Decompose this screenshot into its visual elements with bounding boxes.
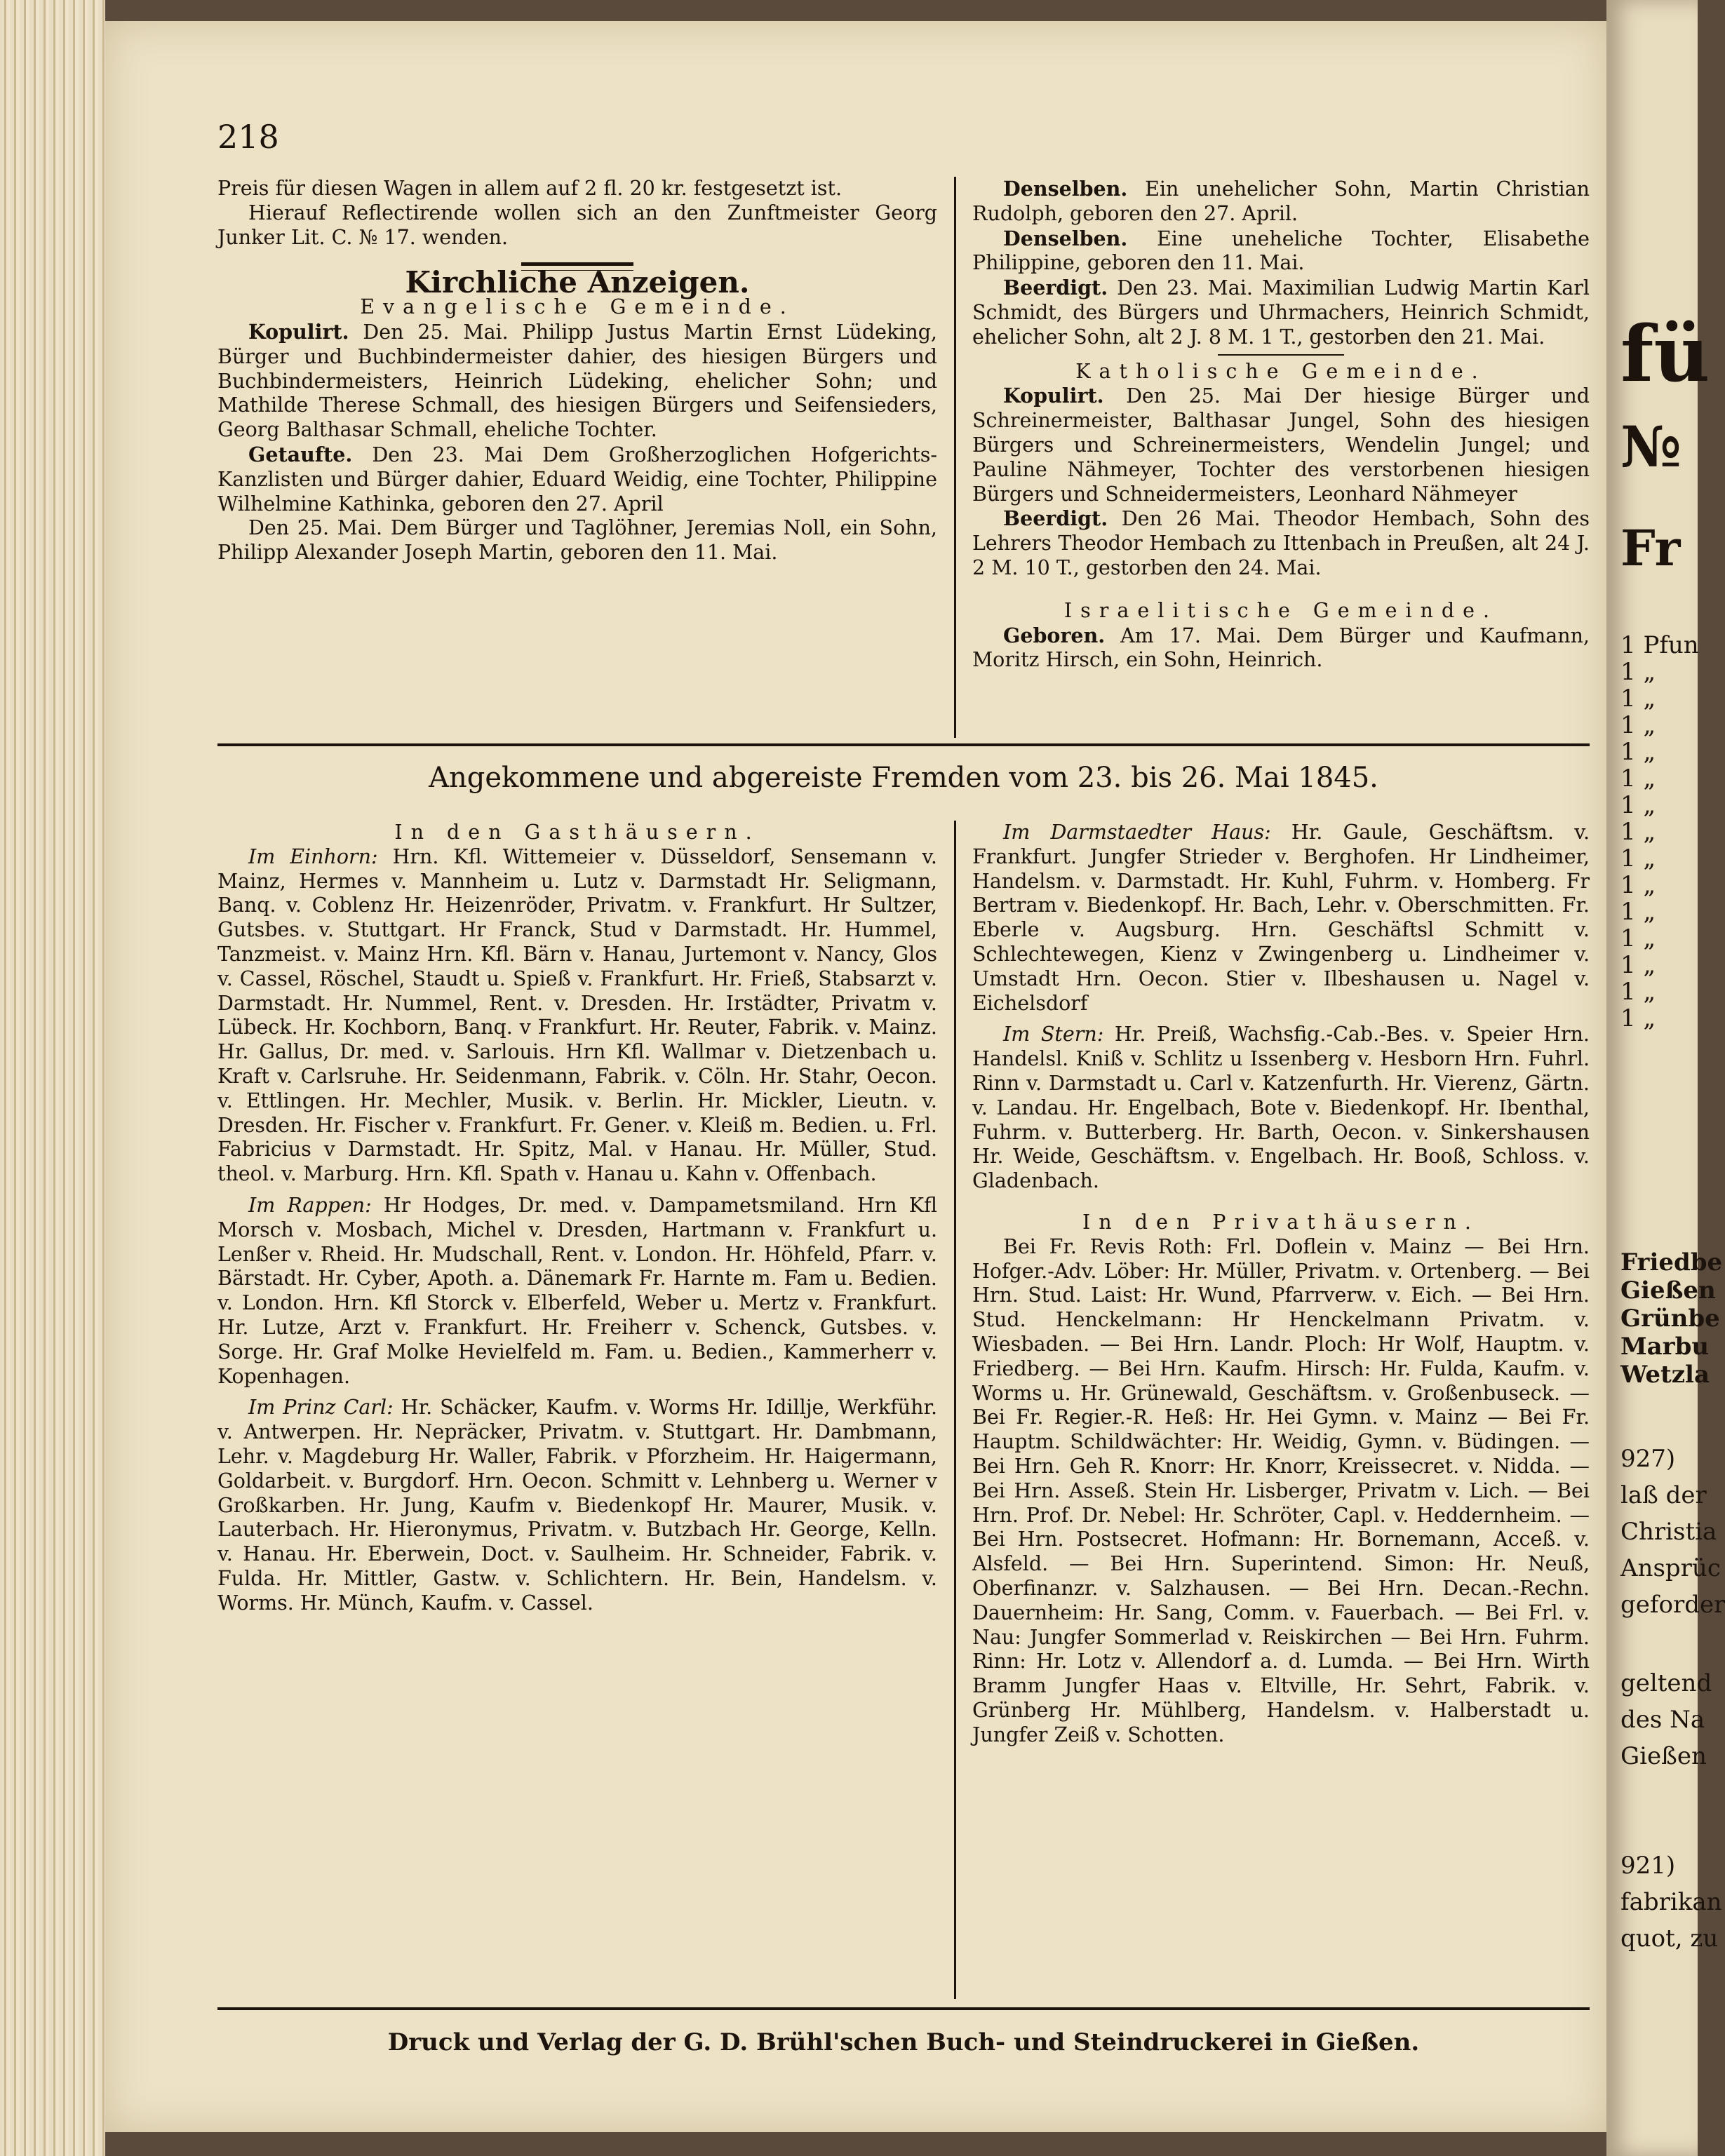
private-houses-text: Bei Fr. Revis Roth: Frl. Doflein v. Mainz — Bei Hrn. Hofger.-Adv. Löber: Hr. Müller, Privatm. v. Ortenberg. — Bei Hrn. Stud. Laist: Hr. Wund, Pfarrverw. v. Eich. — Bei Hrn. Stud. Henckelmann: Hr Henckelmann Privatm. v. Wiesbaden. — Bei Hrn. Landr. Ploch: Hr Wolf, Hauptm. v. Friedberg. — Bei Hrn. Kaufm. Hirsch: Hr. Fulda, Kaufm. v. Worms u. Hr. Grünewald, Geschäftsm. v. Großenbuseck. — Bei Fr. Regier.-R. Heß: Hr. Hei Gymn. v. Mainz — Bei Fr. Hauptm. Schildwächter: Hr. Weidig, Gymn. v. Büdingen. — Bei Hrn. Geh R. Knorr: Hr. Knorr, Kreissecret. v. Nidda. — Bei Hrn. Asseß. Stein Hr. Lisberger, Privatm v. Lich. — Bei Hrn. Prof. Dr. Nebel: Hr. Schröter, Capl. v. Heddernheim. — Bei Hrn. Postsecret. Hofmann: Hr. Bornemann, Acceß. v. Alsfeld. — Bei Hrn. Superintend. Simon: Hr. Neuß, Oberfinanzr. v. Salzhausen. — Bei Hrn. Decan.-Rechn. Dauernheim: Hr. Sang, Comm. v. Fauerbach. — Bei Frl. v. Nau: Jungfer Sommerlad v. Reiskirchen — Bei Hrn. Fuhrm. Rinn: Hr. Lotz v. Allendorf a. d. Lumda. — Bei Hrn. Wirth Bramm Jungfer Haas v. Eltville, Hr. Sehrt, Fabrik. v. Grünberg Hr. Mühlberg, Handelsm. v. Halberstadt u. Jungfer Zeiß v. Schotten. — [972, 1234, 1590, 1746]
next-page-town-3: Marbu — [1620, 1333, 1710, 1361]
kopulirt-label: Kopulirt. — [248, 319, 349, 344]
next-page-list-item: 1 „ — [1620, 978, 1656, 1006]
next-page-town-4: Wetzla — [1620, 1361, 1710, 1389]
inns-heading: In den Gasthäusern. — [394, 821, 760, 844]
next-page-town-0: Friedbe — [1620, 1248, 1723, 1276]
catholic-marriage — [972, 384, 1590, 506]
next-page-text-2: laß der — [1620, 1481, 1707, 1509]
kath-kopulirt-label: Kopulirt. — [1003, 384, 1104, 408]
einhorn-text: Hrn. Kfl. Wittemeier v. Düsseldorf, Sensemann v. Mainz, Hermes v. Mannheim u. Lutz v. Darmstadt Hr. Seligmann, Banq. v. Coblenz Hr. Heizenröder, Privatm. v. Frankfurt. Hr Sultzer, Gutsbes. v. Stuttgart. Hr Franck, Stud v Darmstadt. Hr. Hummel, Tanzmeist. v. Mainz Hrn. Kfl. Bärn v. Hanau, Jurtemont v. Nancy, Glos v. Cassel, Röschel, Staudt u. Spieß v. Frankfurt. Hr. Frieß, Stabsarzt v. Darmstadt. Hr. Nummel, Rent. v. Dresden. Hr. Irstädter, Privatm v. Lübeck. Hr. Kochborn, Banq. v Frankfurt. Hr. Reuter, Fabrik. v. Mainz. Hr. Gallus, Dr. med. v. Sarlouis. Hrn Kfl. Wallmar v. Dietzenbach u. Kraft v. Carlsruhe. Hr. Seidenmann, Fabrik. v. Cöln. Hr. Stahr, Oecon. v. Ettlingen. Hr. Mechler, Musik. v. Berlin. Hr. Mickler, Lieutn. v. Dresden. Hr. Fischer v. Frankfurt. Fr. Gener. v. Kleiß m. Bedien. u. Frl. Fabricius v Darmstadt. Hr. Spitz, Mal. v Hanau. Hr. Müller, Stud. theol. v. Marburg. Hrn. Kfl. Spath v. Hanau u. Kahn v. Offenbach. — [217, 844, 937, 1186]
burial-notice — [972, 276, 1590, 349]
next-page-list-item: 1 Pfun — [1620, 631, 1699, 659]
kopulirt-text: Den 25. Mai. Philipp Justus Martin Ernst Lüdeking, Bürger und Buchbindermeister dahier, des hiesigen Bürgers und Buchbindermeisters, Heinrich Lüdeking, ehelicher Sohn; und Mathilde Therese Schmall, des hiesigen Bürgers und Seifensieders, Georg Balthasar Schmall, eheliche Tochter. — [217, 320, 937, 442]
next-page-list-item: 1 „ — [1620, 738, 1656, 766]
rappen-text: Hr Hodges, Dr. med. v. Dampametsmiland. Hrn Kfl Morsch v. Mosbach, Michel v. Dresden, Hartmann v. Frankfurt u. Lenßer v. Rheid. Hr. Mudschall, Rent. v. London. Hr. Höhfeld, Pfarr. v. Bärstadt. Hr. Cyber, Apoth. a. Dänemark Fr. Harnte m. Fam u. Bedien. v. London. Hrn. Kfl Storck v. Elberfeld, Weber u. Mertz v. Frankfurt. Hr. Lutze, Arzt v. Frankfurt. Hr. Freiherr v. Schenck, Gutsbes. v. Sorge. Hr. Graf Molke Hevielfeld m. Fam. u. Bedien., Kammerherr v. Kopenhagen. — [217, 1193, 937, 1388]
top-column-divider — [954, 177, 956, 738]
next-page-list-item: 1 „ — [1620, 924, 1656, 952]
next-page-list-item: 1 „ — [1620, 1004, 1656, 1032]
printer-footer: Druck und Verlag der G. D. Brühl'schen Buch- und Steindruckerei in Gießen. — [387, 2028, 1420, 2056]
next-page-big-1: fü — [1620, 309, 1710, 399]
darmst-label: Im Darmstaedter Haus: — [1003, 821, 1271, 844]
next-page-text-3: Christia — [1620, 1518, 1717, 1546]
catholic-heading: Katholische Gemeinde. — [1075, 359, 1486, 383]
church-notices-heading: Kirchliche Anzeigen. — [405, 265, 750, 300]
kath-beerdigt-label: Beerdigt. — [1003, 506, 1108, 531]
next-page-text-5: geforder — [1620, 1591, 1725, 1619]
next-page-text-11: quot, zu — [1620, 1925, 1719, 1953]
marriage-notice — [217, 320, 937, 443]
book-page-edges — [0, 0, 105, 2156]
next-page-text-8: Gießen — [1620, 1742, 1707, 1770]
next-page-big-3: Fr — [1620, 519, 1681, 577]
next-page-text-9: 921) — [1620, 1852, 1676, 1880]
denselben-1-text: Ein unehelicher Sohn, Martin Christian Rudolph, geboren den 27. April. — [972, 177, 1590, 225]
einhorn-entry — [217, 845, 937, 1187]
denselben-2 — [972, 227, 1590, 276]
isr-geboren-text: Am 17. Mai. Dem Bürger und Kaufmann, Moritz Hirsch, ein Sohn, Heinrich. — [972, 624, 1590, 672]
prinz-text: Hr. Schäcker, Kaufm. v. Worms Hr. Idillje, Werkführ. v. Antwerpen. Hr. Nepräcker, Privatm. v. Stuttgart. Hr. Dambmann, Lehr. v. Magdeburg Hr. Waller, Fabrik. v Pforzheim. Hr. Haigermann, Goldarbeit. v. Burgdorf. Hrn. Oecon. Schmitt v. Lehnberg u. Werner v Großkarben. Hr. Jung, Kaufm v. Biedenkopf Hr. Maurer, Musik. v. Lauterbach. Hr. Hieronymus, Privatm. v. Butzbach Hr. George, Kelln. v. Hanau. Hr. Eberwein, Doct. v. Saulheim. Hr. Schneider, Fabrik. v. Fulda. Hr. Mittler, Gastw. v. Schlichtern. Hr. Bein, Handelsm. v. Worms. Hr. Münch, Kaufm. v. Cassel. — [217, 1396, 938, 1615]
next-page-list-item: 1 „ — [1620, 791, 1656, 819]
getaufte-label: Getaufte. — [248, 442, 353, 466]
wagon-price-text: Preis für diesen Wagen in allem auf 2 fl. 20 kr. festgesetzt ist. — [217, 177, 843, 200]
next-page-text-4: Ansprüc — [1620, 1554, 1721, 1582]
next-page-list-item: 1 „ — [1620, 871, 1656, 899]
next-page-town-2: Grünbe — [1620, 1305, 1720, 1333]
footer-rule — [217, 2007, 1590, 2010]
next-page-text-7: des Na — [1620, 1706, 1705, 1734]
bottom-right-column — [972, 821, 1590, 1747]
next-page-list-item: 1 „ — [1620, 951, 1656, 979]
kath-beerdigt-text: Den 26 Mai. Theodor Hembach, Sohn des Lehrers Theodor Hembach zu Ittenbach in Preußen, alt 24 J. 2 M. 10 T., gestorben den 24. Mai. — [972, 507, 1590, 579]
next-page-list-item: 1 „ — [1620, 898, 1656, 926]
baptism-notice-2: Den 25. Mai. Dem Bürger und Taglöhner, Jeremias Noll, ein Sohn, Philipp Alexander Joseph Martin, geboren den 11. Mai. — [217, 516, 937, 565]
denselben-2-label: Denselben. — [1003, 226, 1128, 250]
next-page-list-item: 1 „ — [1620, 844, 1656, 872]
next-page-big-2: № — [1620, 414, 1682, 480]
next-page-list-item: 1 „ — [1620, 764, 1656, 793]
darmstaedter-entry — [972, 821, 1590, 1016]
catholic-burial — [972, 506, 1590, 580]
next-page-list-item: 1 „ — [1620, 818, 1656, 846]
top-left-column — [217, 177, 937, 565]
evangelical-heading: Evangelische Gemeinde. — [360, 295, 795, 319]
denselben-1-label: Denselben. — [1003, 177, 1128, 201]
next-page-text-1: 927) — [1620, 1445, 1676, 1473]
next-page-list-item: 1 „ — [1620, 658, 1656, 686]
rappen-label: Im Rappen: — [248, 1193, 372, 1217]
beerdigt-text: Den 23. Mai. Maximilian Ludwig Martin Karl Schmidt, des Bürgers und Uhrmachers, Heinrich Schmidt, ehelicher Sohn, alt 2 J. 8 M. 1 T., gestorben den 21. Mai. — [972, 276, 1590, 349]
prinz-carl-entry — [217, 1396, 937, 1615]
short-rule-2 — [1218, 585, 1344, 595]
stern-entry — [972, 1023, 1590, 1194]
next-page-list-item: 1 „ — [1620, 685, 1656, 713]
section-rule — [217, 743, 1590, 746]
stern-label: Im Stern: — [1003, 1023, 1104, 1046]
denselben-2-text: Eine uneheliche Tochter, Elisabethe Philippine, geboren den 11. Mai. — [972, 227, 1590, 275]
bottom-column-divider — [954, 821, 956, 1999]
short-rule — [1218, 354, 1344, 356]
israelite-heading: Israelitische Gemeinde. — [1063, 598, 1498, 622]
rappen-entry — [217, 1194, 937, 1389]
getaufte-text: Den 23. Mai Dem Großherzoglichen Hofgerichts-Kanzlisten und Bürger dahier, Eduard Weidig, eine Tochter, Philippine Wilhelmine Kathinka, geboren den 27. April — [217, 443, 938, 516]
kath-kopulirt-text: Den 25. Mai Der hiesige Bürger und Schreinermeister, Balthasar Jungel, Sohn des hiesigen Bürgers und Schreinermeisters, Wendelin Jungel; und Pauline Nähmeyer, Tochter des verstorbenen hiesigen Bürgers und Schneidermeisters, Leonhard Nähmeyer — [972, 384, 1590, 506]
denselben-1 — [972, 177, 1590, 227]
next-page-list-item: 1 „ — [1620, 711, 1656, 739]
next-page-text-10: fabrikan — [1620, 1888, 1722, 1916]
prinz-label: Im Prinz Carl: — [248, 1396, 394, 1420]
contact-text: Hierauf Reflectirende wollen sich an den Zunftmeister Georg Junker Lit. C. № 17. wenden. — [217, 201, 937, 249]
einhorn-label: Im Einhorn: — [248, 844, 378, 868]
bottom-left-column — [217, 821, 937, 1616]
arrivals-title: Angekommene und abgereiste Fremden vom 23. bis 26. Mai 1845. — [429, 762, 1378, 794]
next-page-strip — [1606, 0, 1725, 2156]
next-page-town-1: Gießen — [1620, 1276, 1716, 1305]
page-number: 218 — [217, 118, 279, 156]
israelite-birth — [972, 624, 1590, 673]
stern-text: Hr. Preiß, Wachsfig.-Cab.-Bes. v. Speier Hrn. Handelsl. Kniß v. Schlitz u Issenberg v. Hesborn Hrn. Fuhrl. Rinn v. Darmstadt u. Carl v. Katzenfurth. Hr. Vierenz, Gärtn. v. Landau. Hr. Engelbach, Bote v. Biedenkopf. Hr. Ibenthal, Fuhrm. v. Butterberg. Hr. Barth, Oecon. v. Sinkershausen Hr. Weide, Geschäftsm. v. Engelbach. Hr. Booß, Schloss. v. Gladenbach. — [972, 1023, 1590, 1193]
isr-geboren-label: Geboren. — [1003, 623, 1106, 647]
baptism-notice — [217, 443, 937, 516]
beerdigt-label: Beerdigt. — [1003, 276, 1108, 300]
darmst-text: Hr. Gaule, Geschäftsm. v. Frankfurt. Jungfer Strieder v. Berghofen. Hr Lindheimer, Handelsm. v. Darmstadt. Hr. Kuhl, Fuhrm. v. Homberg. Fr Bertram v. Biedenkopf. Hr. Bach, Lehr. v. Oberschmitten. Fr. Eberle v. Augsburg. Hrn. Geschäftsl Schmitt v. Schlechtewegen, Kienz v Zwingenberg u. Lindheimer v. Umstadt Hrn. Oecon. Stier v. Ilbeshausen u. Nagel v. Eichelsdorf — [972, 821, 1590, 1015]
top-right-column — [972, 177, 1590, 673]
next-page-text-6: geltend — [1620, 1669, 1712, 1697]
private-houses-heading: In den Privathäusern. — [1082, 1210, 1479, 1234]
